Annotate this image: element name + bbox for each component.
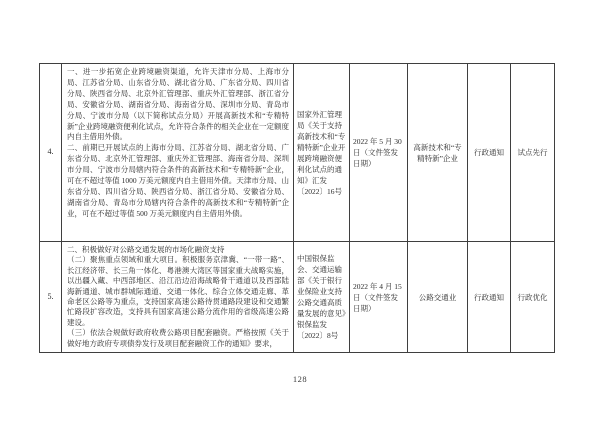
industry-label: 高新技术和“专精特新”企业 bbox=[413, 142, 462, 163]
industry-cell bbox=[408, 64, 468, 241]
mode-label: 试点先行 bbox=[517, 148, 548, 157]
document-title-cell bbox=[294, 64, 350, 241]
issue-date: 2022 年 5 月 30 日（文件签发日期） bbox=[353, 137, 402, 168]
page-number: 128 bbox=[292, 374, 308, 384]
measure-paragraph: 二、积极做好对公路交通发展的市场化融资支持 bbox=[67, 245, 225, 254]
table-row bbox=[40, 242, 554, 352]
document-title-cell bbox=[294, 242, 350, 352]
document-title: 中国银保监会、交通运输部《关于银行业保险业支持公路交通高质量发展的意见》银保监发〔2022〕8号 bbox=[297, 254, 346, 340]
mode-cell bbox=[511, 64, 554, 241]
industry-label: 公路交通业 bbox=[418, 292, 457, 302]
issue-date: 2022 年 4 月 15 日（文件签发日期） bbox=[353, 281, 402, 313]
policy-table bbox=[39, 63, 555, 353]
measure-paragraph: 一、进一步拓宽企业跨境融资渠道，允许天津市分局、上海市分局、江苏省分局、山东省分局、湖北省分局、广东省分局、四川省分局、陕西省分局、北京外汇管理部、重庆外汇管理部、浙江省分局、安徽省分局、湖南省分局、海南省分局、深圳市分局、青岛市分局、宁波市分局（以下简称试点分局）开展高新技术和“专精特新”企业跨境融资便利化试点，允许符合条件的相关企业在一定额度内自主借用外债。 bbox=[67, 67, 289, 142]
document-title: 国家外汇管理局《关于支持高新技术和“专精特新”企业开展跨境融资便利化试点的通知》汇发〔2022〕16号 bbox=[297, 109, 346, 196]
measure-paragraph: （三）依法合规做好政府收费公路项目配套融资。严格按照《关于做好地方政府专项债券发行及项目配套融资工作的通知》要求， bbox=[67, 328, 289, 348]
issue-date-cell bbox=[350, 242, 408, 352]
mode-cell bbox=[511, 242, 554, 352]
mode-label: 行政优化 bbox=[517, 292, 548, 302]
measure-type-cell bbox=[468, 242, 511, 352]
industry-cell bbox=[408, 242, 468, 352]
row-number-cell: 5. bbox=[40, 242, 62, 352]
measure-type-label: 行政通知 bbox=[474, 292, 504, 302]
measure-paragraph: （二）聚焦重点领域和重大项目。积极服务京津冀、“一带一路”、长江经济带、长三角一体化、粤港澳大湾区等国家重大战略实施，以出疆入藏、中西部地区、沿江沿边沿海战略骨干通道以及西部陆海新通道、城市群城际通道、交通一体化、综合立体交通走廊、革命老区公路等为重点，支持国家高速公路待贯通路段建设和交通繁忙路段扩容改造，支持具有国家高速公路分流作用的省级高速公路建设。 bbox=[67, 255, 289, 327]
measures-cell bbox=[62, 242, 294, 352]
issue-date-cell bbox=[350, 64, 408, 241]
measure-type-cell bbox=[468, 64, 511, 241]
table-row bbox=[40, 64, 554, 242]
measures-cell bbox=[62, 64, 294, 241]
row-number-cell: 4. bbox=[40, 64, 62, 241]
measure-paragraph: 二、前期已开展试点的上海市分局、江苏省分局、湖北省分局、广东省分局、北京外汇管理部、重庆外汇管理部、海南省分局、深圳市分局、宁波市分局辖内符合条件的高新技术和“专精特新”企业，可在不超过等值 1000 万美元额度内自主借用外债。天津市分局、山东省分局、四川省分局、陕西省分局、浙江省分局、安徽省分局、湖南省分局、青岛市分局辖内符合条件的高新技术和“专精特新”企业，可在不超过等值 500 万美元额度内自主借用外债。 bbox=[67, 143, 289, 218]
measure-type-label: 行政通知 bbox=[474, 148, 504, 157]
